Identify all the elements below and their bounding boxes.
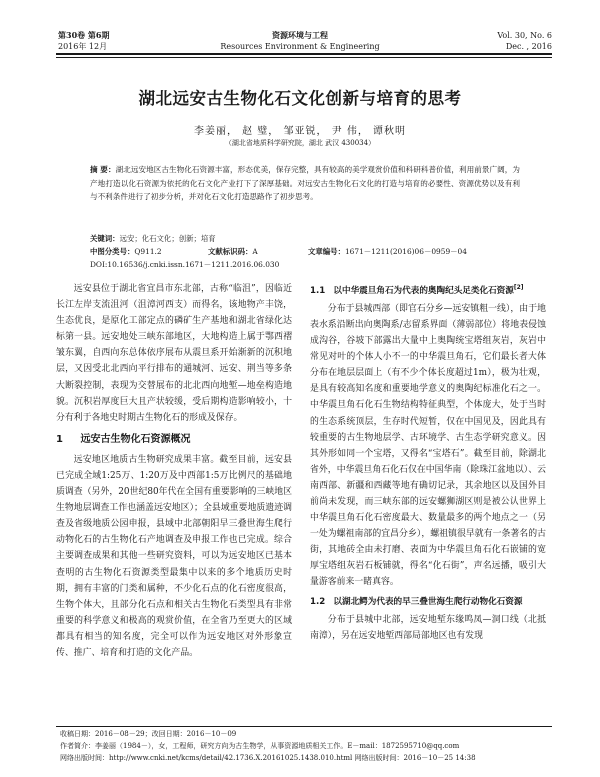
subsection-1-2-heading	[310, 595, 546, 609]
footer-author-bio: 作者简介：李姜丽（1984－），女，工程师，研究方向为古生物学，从事资源地质相关工作。E－mail：1872595710@qq.com	[60, 742, 460, 750]
header-date-cn: 2016年 12月	[58, 42, 108, 51]
keywords-text: 远安；化石文化；创新；培育	[119, 234, 216, 243]
doc-code-label: 文献标识码：	[208, 247, 253, 256]
subsection-1-1-number: 1.1	[310, 285, 326, 296]
footer-online-publication: 网络出版时间：http://www.cnki.net/kcms/detail/42.1736.X.20161025.1438.010.html 网络出版时间：2016－10－25 14:38	[60, 754, 476, 762]
article-no-label: 文章编号：	[308, 247, 345, 256]
section-1-number: 1	[56, 433, 63, 445]
header-journal-cn: 资源环境与工程	[272, 30, 328, 40]
clc-value: Q911.2	[134, 247, 162, 256]
section-1-title: 远安古生物化石资源概况	[80, 433, 191, 445]
subsection-1-2-paragraph: 分布于县城中北部，远安地堑东缘鸣凤—洞口线（北抵南漳），另在远安地堑西部局部地区也有发现	[310, 614, 546, 641]
subsection-1-2-number: 1.2	[310, 596, 326, 607]
header-journal-en: Resources Environment & Engineering	[220, 42, 380, 51]
intro-paragraph: 远安县位于湖北省宜昌市东北部，古称“临沮”，因临近长江左岸支流沮河（沮漳河西支）而得名，该地物产丰饶，生态优良，是原化工部定点的磷矿生产基地和湖北省绿化达标第一县。远安地处三峡东部地区，大地构造上属于鄂西褶皱东翼，自西向东总体依序展布从震旦系开始渐新的沉积地层，又因受北北西向平行排布的通城河、远安、荆当等多条大断裂控制，表现为交替展布的北北西向地堑—地垒构造地貌。沉积岩厚度巨大且产状较缓，受后期构造影响较小，十分有利于各地史时期古生物化石的形成及保存。	[56, 284, 292, 423]
header-rule-thick	[56, 53, 552, 55]
header-volume-issue-en: Vol. 30, No. 6	[497, 31, 552, 40]
clc-number	[90, 246, 162, 257]
article-no-value: 1671－1211(2016)06－0959－04	[344, 247, 467, 256]
subsection-1-1-heading	[310, 281, 546, 298]
abstract-label: 摘 要：	[90, 165, 116, 174]
subsection-1-2-title: 以湖北鳄为代表的早三叠世海生爬行动物化石资源	[333, 596, 523, 607]
keywords-label: 关键词：	[90, 234, 120, 243]
keywords	[90, 233, 216, 244]
clc-label: 中图分类号：	[90, 247, 135, 256]
footer-rule	[56, 726, 552, 727]
subsection-1-1-reference: [2]	[513, 284, 524, 291]
footer-received: 收稿日期：2016－08－29；改回日期：2016－10－09	[60, 730, 237, 738]
doc-code-value: A	[252, 247, 258, 256]
right-column	[310, 281, 546, 644]
abstract-text: 湖北远安地区古生物化石资源丰富，形态优美，保存完整，具有较高的美学观赏价值和科研科普价值，利用前景广阔，为产地打造以化石资源为依托的化石文化产业打下了深厚基础。对远安古生物化石文化的打造与培育的必要性、资源优势以及有利与不利条件进行了初步分析，并对化石文化打造思路作了初步思考。	[90, 165, 520, 201]
authors: 李姜丽， 赵 璧， 邹亚锐， 尹 伟， 谭秋明	[193, 126, 407, 137]
section-1-heading	[56, 432, 292, 448]
doi: DOI:10.16536/j.cnki.issn.1671－1211.2016.06.030	[90, 260, 280, 269]
document-code	[208, 246, 258, 257]
left-column	[56, 281, 292, 661]
subsection-1-1-title: 以中华震旦角石为代表的奥陶纪头足类化石资源	[333, 285, 514, 296]
article-title: 湖北远安古生物化石文化创新与培育的思考	[138, 89, 462, 108]
header-date-en: Dec. , 2016	[505, 42, 552, 51]
abstract	[90, 163, 520, 204]
article-number	[308, 246, 467, 257]
header-volume-issue-cn: 第30卷 第6期	[58, 30, 110, 40]
affiliation: （湖北省地质科学研究院，湖北 武汉 430034）	[224, 139, 376, 147]
subsection-1-1-paragraph: 分布于县城西部（即官石分乡—远安镇粗一线），由于地表水系沿断出向奥陶系/志留系界面（薄弱部位）将地表侵蚀成沟谷，谷坡下部露出大量中上奥陶统宝塔组灰岩，灰岩中常见对叶的个体人小不一的中华震旦角石，它们最长者大体分布在地层层面上（有不少个体长度超过1m），极为壮观，是具有较高知名度和重要地学意义的奥陶纪标准化石之一。中华震旦角石化石生物结构特征典型，个体庞大，处于当时的生态系统顶层，生存时代短暂，仅在中国见及，因此具有较重要的古生物地层学、古环境学、古生态学研究意义。因其外形如同一个宝塔，又得名“宝塔石”。截至目前，除湖北省外，中华震旦角石化石仅在中国华南（除珠江盆地以）、云南西部、新疆和西藏等地有确切记录，其余地区以及国外目前尚未发现，而三峡东部的远安螺狮湖区则是被公认世界上中华震旦角石化石密度最大、数量最多的两个地点之一（另一处为螺祖南部的宜昌分乡），螺祖镇很早就有一条著名的古街，其地砖全由未打磨、表面为中华震旦角石化石嵌铺的宽厚宝塔组灰岩石板铺就，得名“化石街”，声名远播，吸引大量游客前来一睹真容。	[310, 303, 546, 588]
section-1-paragraph: 远安地区地质古生物研究成果丰富。截至目前，远安县已完成全域1:25万、1:20万及中西部1:5万比例尺的基础地质调查（另外，20世纪80年代在全国有重要影响的三峡地区生物地层调查工作也涵盖远安地区）；全县域重要地质遗迹调查及省级地质公园申报，县域中北部朝阳早三叠世海生爬行动物化石的古生物化石产地调查及申报工作也已完成。综合主要调查成果和其他一些研究资料，可以为远安地区已基本查明的古生物化石资源类型最集中以来的多个地质历史时期，拥有丰富的门类和属种，不少化石点的化石密度很高，生物个体大，且部分化石点和相关古生物化石类型具有非常重要的科学意义和极高的观赏价值，在全省乃至更大的区域都具有相当的知名度，完全可以作为远安地区对外形象宣传、推广、培育和打造的文化产品。	[56, 454, 292, 658]
header-rule-thin	[56, 57, 552, 58]
